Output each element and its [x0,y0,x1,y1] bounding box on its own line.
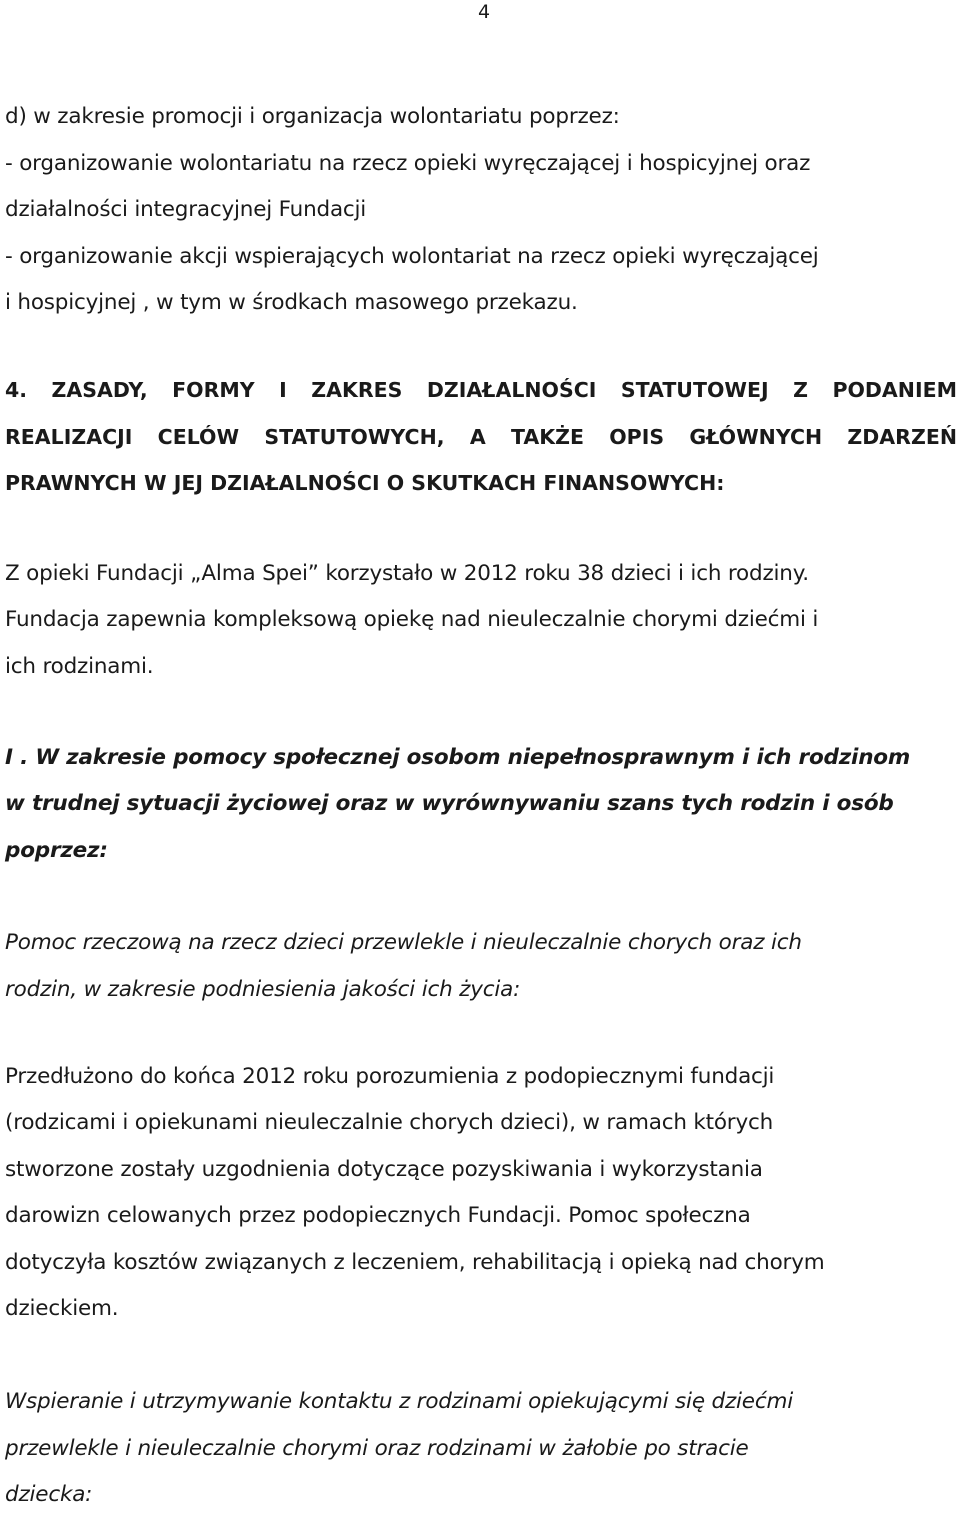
material-help-body [5,1054,957,1334]
italic-line: przewlekle i nieuleczalnie chorymi oraz rodzinami w żałobie po stracie [5,1435,749,1461]
section-heading [5,367,957,507]
subheading-line: w trudnej sytuacji życiowej oraz w wyrównywaniu szans tych rodzin i osób [5,791,894,817]
subheading-line: poprzez: [5,837,108,863]
subheading-line: I . W zakresie pomocy społecznej osobom niepełnosprawnym i ich rodzinom [5,744,911,770]
material-help-title [5,920,957,1013]
text-line: Przedłużono do końca 2012 roku porozumienia z podopiecznymi fundacji [5,1063,775,1089]
text-line: - organizowanie akcji wspierających wolontariat na rzecz opieki wyręczającej [5,243,819,269]
text-line: dzieckiem. [5,1296,119,1322]
heading-line: REALIZACJI CELÓW STATUTOWYCH, A TAKŻE OPIS GŁÓWNYCH ZDARZEŃ [5,424,957,449]
text-line: działalności integracyjnej Fundacji [5,197,367,223]
page-number: 4 [477,1,491,23]
text-line: Z opieki Fundacji „Alma Spei” korzystało w 2012 roku 38 dzieci i ich rodziny. [5,560,809,586]
support-title [5,1379,957,1519]
summary-paragraph [5,551,957,691]
document-body [5,94,957,1519]
heading-line: 4. ZASADY, FORMY I ZAKRES DZIAŁALNOŚCI STATUTOWEJ Z PODANIEM [5,377,957,402]
heading-line: PRAWNYCH W JEJ DZIAŁALNOŚCI O SKUTKACH FINANSOWYCH: [5,471,725,496]
italic-line: dziecka: [5,1482,93,1508]
text-line: (rodzicami i opiekunami nieuleczalnie chorych dzieci), w ramach których [5,1110,774,1136]
text-line: stworzone zostały uzgodnienia dotyczące pozyskiwania i wykorzystania [5,1156,763,1182]
italic-line: Pomoc rzeczową na rzecz dzieci przewlekle i nieuleczalnie chorych oraz ich [5,930,802,956]
text-line: dotyczyła kosztów związanych z leczeniem, rehabilitacją i opieką nad chorym [5,1249,825,1275]
text-line: Fundacja zapewnia kompleksową opiekę nad nieuleczalnie chorymi dziećmi i [5,607,819,633]
text-line: ich rodzinami. [5,653,154,679]
italic-line: rodzin, w zakresie podniesienia jakości ich życia: [5,976,521,1002]
italic-line: Wspieranie i utrzymywanie kontaktu z rodzinami opiekującymi się dziećmi [5,1389,793,1415]
text-line: darowizn celowanych przez podopiecznych Fundacji. Pomoc społeczna [5,1203,751,1229]
text-line: i hospicyjnej , w tym w środkach masowego przekazu. [5,290,578,316]
subheading-i [5,735,957,875]
intro-paragraph [5,94,957,327]
text-line: d) w zakresie promocji i organizacja wolontariatu poprzez: [5,104,620,129]
text-line: - organizowanie wolontariatu na rzecz opieki wyręczającej i hospicyjnej oraz [5,150,811,176]
